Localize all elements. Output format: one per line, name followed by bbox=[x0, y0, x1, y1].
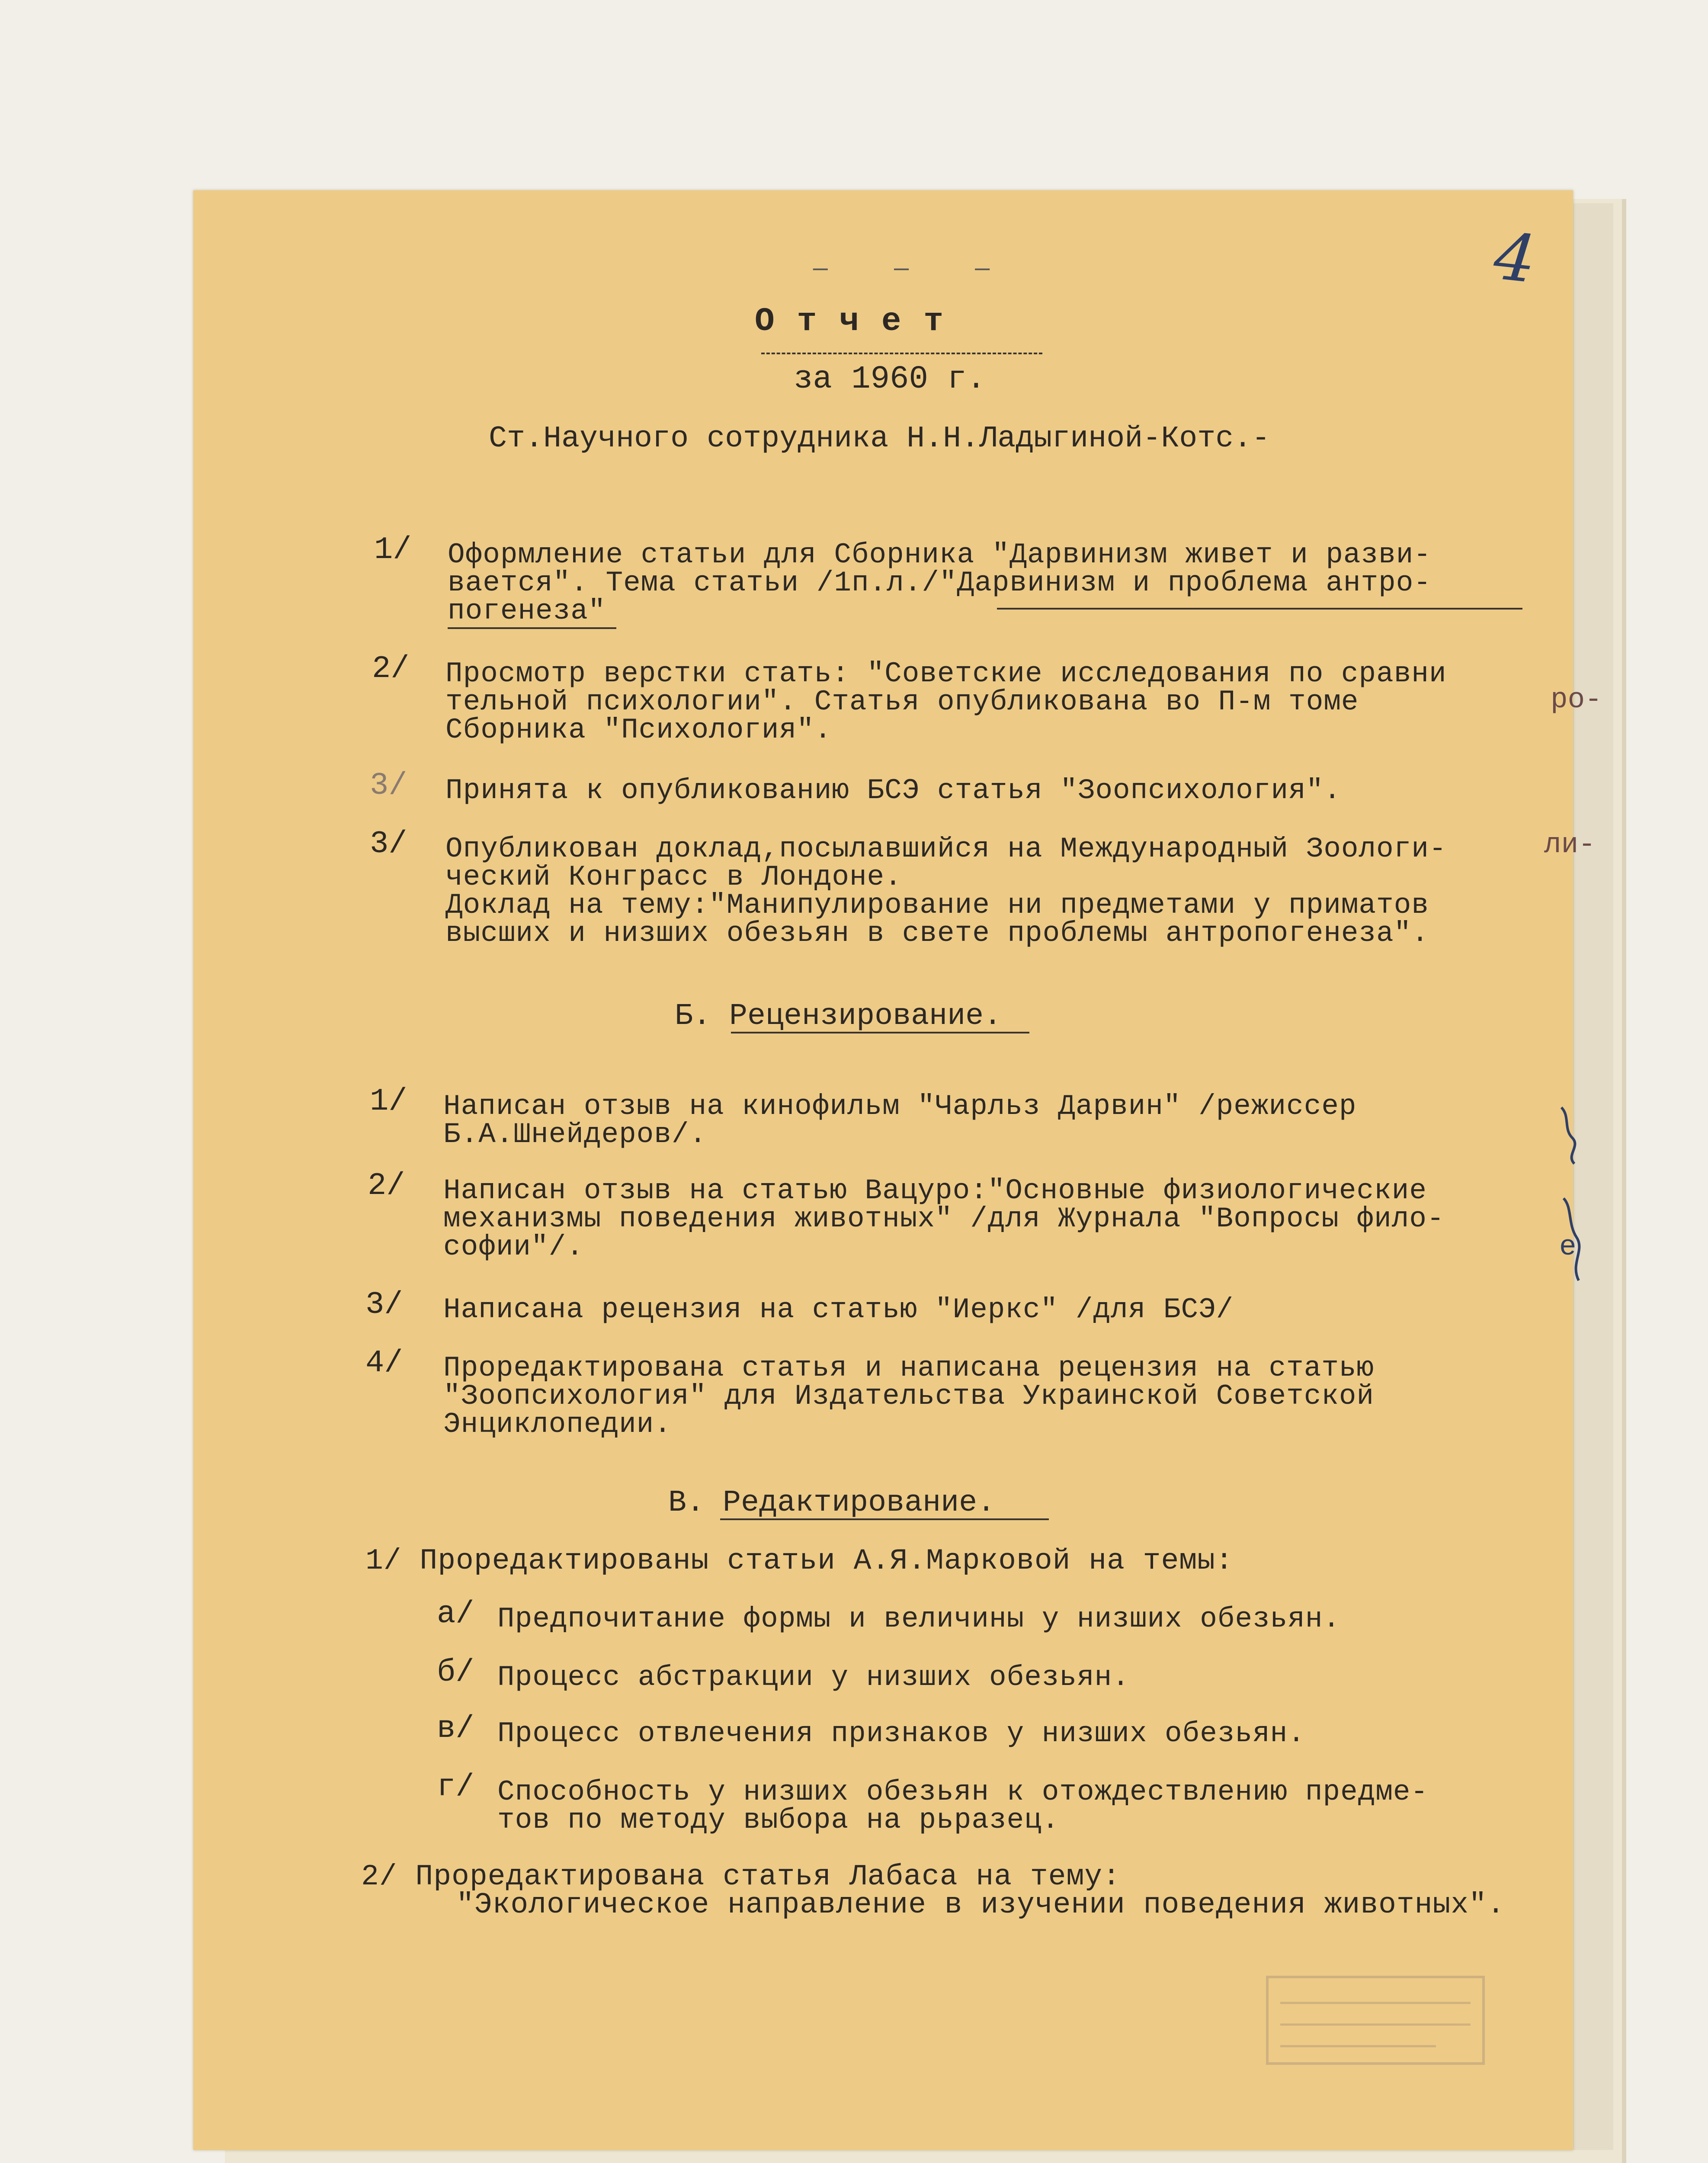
item-line: Процесс абстракции у низших обезьян. bbox=[497, 1661, 1130, 1694]
item-line: Принята к опубликованию БСЭ статья "Зоопсихология". bbox=[445, 774, 1341, 807]
subitem-letter: а/ bbox=[437, 1596, 474, 1632]
item-line: вается". Тема статьи /1п.л./"Дарвинизм и проблема антро- bbox=[448, 567, 1431, 599]
subitem-letter: г/ bbox=[437, 1769, 474, 1805]
item-line: софии"/. bbox=[443, 1231, 584, 1263]
item-line: Просмотр верстки стать: "Советские исследования по сравни bbox=[445, 658, 1447, 690]
item-line: Оформление статьи для Сборника "Дарвинизм живет и разви- bbox=[448, 539, 1431, 571]
item-number: 2/ bbox=[372, 651, 410, 687]
item-line: Б.А.Шнейдеров/. bbox=[443, 1118, 707, 1151]
subitem-letter: в/ bbox=[437, 1711, 474, 1746]
item-number: 4/ bbox=[365, 1345, 403, 1381]
item-line: Предпочитание формы и величины у низших обезьян. bbox=[497, 1603, 1341, 1635]
margin-fragment: ро- bbox=[1551, 684, 1602, 716]
title-underline bbox=[761, 353, 1042, 354]
item-line: Проредактирована статья и написана рецензия на статью bbox=[443, 1352, 1375, 1384]
item-line: тов по методу выбора на рьразец. bbox=[497, 1804, 1060, 1836]
item-line: 1/ Проредактированы статьи А.Я.Марковой на темы: bbox=[365, 1544, 1234, 1578]
item-number: 1/ bbox=[374, 532, 412, 568]
item-line: Написан отзыв на кинофильм "Чарльз Дарвин" /режиссер bbox=[443, 1090, 1357, 1123]
item-line: Сборника "Психология". bbox=[445, 714, 832, 746]
item-line: Доклад на тему:"Манипулирование ни предметами у приматов bbox=[445, 889, 1429, 921]
item-number: 2/ bbox=[368, 1168, 405, 1203]
section-heading: Б. Рецензирование. bbox=[675, 999, 1002, 1033]
top-dashes: — — — bbox=[813, 255, 1016, 283]
item-line: ческий Конграсс в Лондоне. bbox=[445, 861, 902, 893]
ink-marks bbox=[1553, 1099, 1600, 1298]
subitem-letter: б/ bbox=[437, 1655, 474, 1690]
report-author: Ст.Научного сотрудника Н.Н.Ладыгиной-Котс.- bbox=[489, 422, 1270, 456]
item-number: 3/ bbox=[365, 1287, 403, 1322]
heading-underline bbox=[731, 1032, 1029, 1033]
item-line: тельной психологии". Статья опубликована во П-м томе bbox=[445, 686, 1359, 718]
item-number: 3/ bbox=[370, 768, 407, 803]
title-underline bbox=[997, 608, 1522, 610]
heading-underline bbox=[720, 1518, 1049, 1520]
item-line: высших и низших обезьян в свете проблемы антропогенеза". bbox=[445, 917, 1429, 950]
report-title: Отчет bbox=[755, 303, 966, 340]
item-line: Энциклопедии. bbox=[443, 1408, 672, 1441]
report-period: за 1960 г. bbox=[794, 361, 986, 398]
item-line: Написана рецензия на статью "Иеркс" /для БСЭ/ bbox=[443, 1293, 1234, 1326]
item-line: Способность у низших обезьян к отождествлению предме- bbox=[497, 1776, 1429, 1808]
item-line: "Зоопсихология" для Издательства Украинской Советской bbox=[443, 1380, 1375, 1412]
item-line: погенеза" bbox=[448, 595, 606, 627]
item-line: механизмы поведения животных" /для Журнала "Вопросы фило- bbox=[443, 1203, 1445, 1235]
title-underline bbox=[448, 627, 616, 629]
item-line: Опубликован доклад,посылавшийся на Международный Зоологи- bbox=[445, 833, 1447, 865]
section-heading: В. Редактирование. bbox=[668, 1486, 996, 1520]
page-number: 4 bbox=[1490, 218, 1540, 298]
margin-fragment: е bbox=[1559, 1231, 1577, 1263]
item-line: Написан отзыв на статью Вацуро:"Основные физиологические bbox=[443, 1175, 1427, 1207]
item-number: 3/ bbox=[370, 826, 407, 862]
item-line: 2/ Проредактирована статья Лабаса на тему: bbox=[361, 1860, 1121, 1893]
item-line: "Экологическое направление в изучении поведения животных". bbox=[456, 1888, 1505, 1922]
item-line: Процесс отвлечения признаков у низших обезьян. bbox=[497, 1717, 1305, 1750]
item-number: 1/ bbox=[370, 1084, 407, 1119]
margin-fragment: ли- bbox=[1544, 828, 1596, 861]
faded-stamp bbox=[1263, 1973, 1488, 2068]
